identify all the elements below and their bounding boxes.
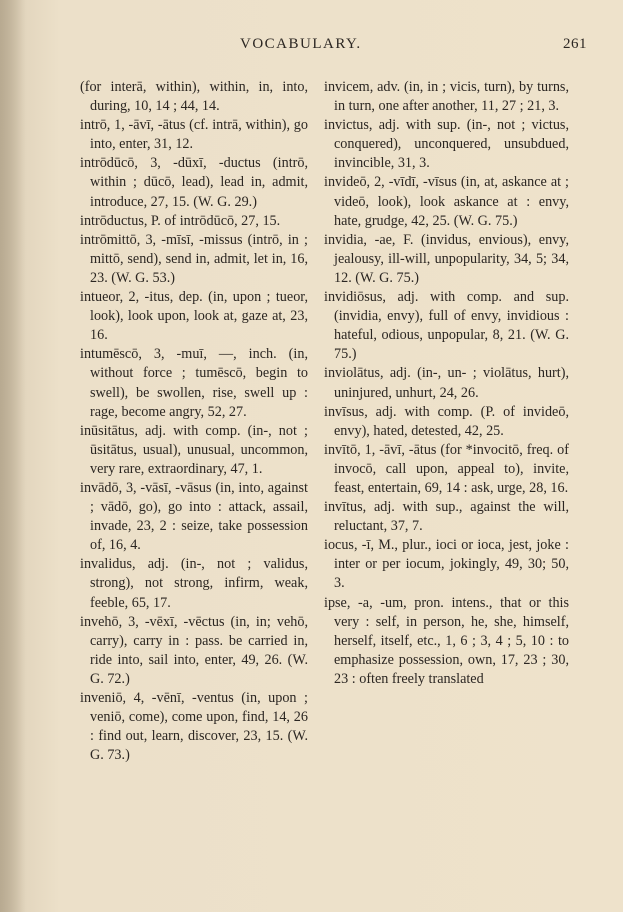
entry-invado: invādō, 3, -vāsī, -vāsus (in, into, against ; vādō, go), go into : attack, assail, invade, 23, 2 : seize, take possession of, 16, 4. [80, 479, 308, 554]
entry-invito: invītō, 1, -āvī, -ātus (for *invocitō, freq. of invocō, call upon, appeal to), invite, feast, entertain, 69, 14 : ask, urge, 28, 16. [324, 441, 569, 496]
page-number: 261 [563, 36, 587, 52]
entry-invideo: invideō, 2, -vīdī, -vīsus (in, at, askance at ; videō, look), look askance at : envy, hate, grudge, 42, 25. (W. G. 75.) [324, 174, 569, 229]
entry-inviolatus: inviolātus, adj. (in-, un- ; violātus, hurt), uninjured, unhurt, 24, 26. [324, 365, 569, 401]
entry-invisus: invīsus, adj. with comp. (P. of invideō, envy), hated, detested, 42, 25. [324, 403, 569, 439]
entry-invidiosus: invidiōsus, adj. with comp. and sup. (invidia, envy), full of envy, invidious : hateful, odious, unpopular, 8, 21. (W. G. 75.) [324, 289, 569, 363]
running-head: VOCABULARY. [240, 36, 362, 52]
entry-introduco: intrōdūcō, 3, -dūxī, -ductus (intrō, within ; dūcō, lead), lead in, admit, introduce, 27, 15. (W. G. 29.) [80, 155, 308, 210]
entry-ipse: ipse, -a, -um, pron. intens., that or this very : self, in person, he, she, himself, herself, itself, etc., 1, 6 ; 3, 4 ; 5, 10 : to emphasize possession, own, 17, 23 ; 30, 23 : often freely translated [324, 594, 569, 687]
entry-intueor: intueor, 2, -itus, dep. (in, upon ; tueor, look), look upon, look at, gaze at, 23, 16. [80, 289, 308, 344]
left-column [80, 78, 308, 765]
entry-invicem: invicem, adv. (in, in ; vicis, turn), by turns, in turn, one after another, 11, 27 ; 21, 3. [324, 79, 569, 115]
entry-invidia: invidia, -ae, F. (invidus, envious), envy, jealousy, ill-will, unpopularity, 34, 5; 34, 12. (W. G. 75.) [324, 231, 569, 286]
gutter-shadow [0, 0, 26, 912]
entry-intro: intrō, 1, -āvī, -ātus (cf. intrā, within), go into, enter, 31, 12. [80, 117, 308, 153]
entry-intromitto: intrōmittō, 3, -mīsī, -missus (intrō, in ; mittō, send), send in, admit, let in, 16, 23. (W. G. 53.) [80, 231, 308, 286]
page-header [78, 36, 587, 56]
entry-invitus: invītus, adj. with sup., against the will, reluctant, 37, 7. [324, 499, 569, 535]
right-column [324, 78, 569, 689]
entry-invalidus: invalidus, adj. (in-, not ; validus, strong), not strong, infirm, weak, feeble, 65, 17. [80, 556, 308, 611]
entry-inveho: invehō, 3, -vēxī, -vēctus (in, in; vehō, carry), carry in : pass. be carried in, ride into, sail into, enter, 49, 26. (W. G. 72.) [80, 613, 308, 687]
entry-inusitatus: inūsitātus, adj. with comp. (in-, not ; ūsitātus, usual), unusual, uncommon, very rare, extraordinary, 47, 1. [80, 422, 308, 477]
entry-intumesco: intumēscō, 3, -muī, —, inch. (in, without force ; tumēscō, begin to swell), be swollen, rise, swell up : rage, become angry, 52, 27. [80, 346, 308, 420]
entry-invictus: invictus, adj. with sup. (in-, not ; victus, conquered), unconquered, unsubdued, invincible, 31, 3. [324, 117, 569, 172]
entry-for-intera: (for interā, within), within, in, into, during, 10, 14 ; 44, 14. [80, 79, 308, 115]
entry-invenio: inveniō, 4, -vēnī, -ventus (in, upon ; veniō, come), come upon, find, 14, 26 : find out, learn, discover, 23, 15. (W. G. 73.) [80, 690, 308, 764]
entry-introductus: intrōductus, P. of intrōdūcō, 27, 15. [80, 212, 281, 229]
entry-iocus: iocus, -ī, M., plur., ioci or ioca, jest, joke : inter or per iocum, jokingly, 49, 30; 50, 3. [324, 537, 569, 592]
